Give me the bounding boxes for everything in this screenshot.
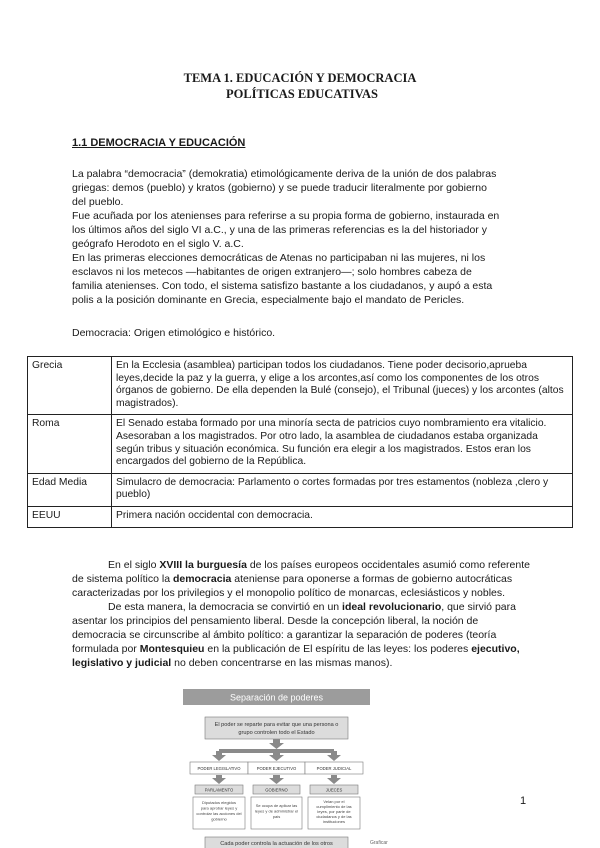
diagram-svg xyxy=(183,689,370,848)
emphasis: democracia xyxy=(172,573,232,585)
text-run: De esta manera, la democracia se convirtió en un xyxy=(108,601,343,613)
row-label: EEUU xyxy=(28,506,112,527)
intro-line: los últimos años del siglo VI a.C., y una de las primeras referencias es la del historiador y xyxy=(72,224,487,236)
intro-line: familia atenienses. Con todo, el sistema satisfizo bastante a los ciudadanos, y aupó a esta xyxy=(72,280,493,292)
intro-line: La palabra “democracia” (demokratia) etimológicamente deriva de la unión de dos palabras xyxy=(72,168,497,180)
body-label: JUECES xyxy=(325,787,343,793)
text-run: de los países europeos occidentales asumió como referente de sistema político la xyxy=(72,559,530,585)
bottom-box-text: Cada poder controla la actuación de los otros xyxy=(220,841,333,847)
desc-line: Se ocupa de aplicar las xyxy=(255,803,298,808)
intro-line: polis a la posición dominante en Grecia, especialmente bajo el mandato de Pericles. xyxy=(72,294,465,306)
intro-line: Fue acuñada por los atenienses para referirse a su propia forma de gobierno, instaurada en xyxy=(72,210,500,222)
body-label: GOBIERNO xyxy=(265,787,288,793)
intro-line: griegas: demos (pueblo) y kratos (gobierno) y se puede traducir literalmente por gobierno xyxy=(72,182,487,194)
power-label: PODER LEGISLATIVO xyxy=(197,766,241,771)
emphasis: XVIII la burguesía xyxy=(159,559,247,571)
text-run: , que sirvió para asentar los principios del pensamiento liberal. Desde la concepción liberal, la noción de democracia se circunscribe al ámbito político: a garantizar la separación de poderes (teoría formulada por xyxy=(72,601,516,655)
row-text: Simulacro de democracia: Parlamento o cortes formadas por tres estamentos (nobleza ,clero y pueblo) xyxy=(112,473,573,506)
title-line-2: POLÍTICAS EDUCATIVAS xyxy=(225,87,378,101)
text-run: en la publicación de El espíritu de las leyes: los poderes xyxy=(204,643,472,655)
desc-line: leyes, por parte de xyxy=(317,809,351,814)
arrow-icon xyxy=(212,775,226,784)
arrow-icon xyxy=(327,775,341,784)
desc-line: Diputados elegidos xyxy=(201,800,237,805)
intro-line: esclavos ni los metecos —habitantes de origen extranjero—; solo hombres cabeza de xyxy=(72,266,472,278)
emphasis: ejecutivo, legislativo y judicial xyxy=(72,643,520,669)
body-paragraphs xyxy=(72,558,532,670)
table-row xyxy=(28,473,573,506)
top-box-line: grupo controlen todo el Estado xyxy=(238,730,315,736)
text-run: ateniense para oponerse a formas de gobierno autocráticas caracterizadas por los privilegios y el monopolio político de monarcas, eclesiásticos y nobles. xyxy=(72,573,513,599)
paragraph-ideal xyxy=(72,600,532,670)
diagram-title: Separación de poderes xyxy=(229,692,324,703)
desc-line: controlar las acciones del xyxy=(196,811,242,816)
emphasis: ideal revolucionario xyxy=(342,601,442,613)
table-caption: Democracia: Origen etimológico e histórico. xyxy=(72,327,276,339)
row-text: Primera nación occidental con democracia. xyxy=(112,506,573,527)
paragraph-burguesia xyxy=(72,558,532,600)
arrow-icon xyxy=(269,775,284,784)
power-label: PODER EJECUTIVO xyxy=(256,766,297,771)
desc-line: ciudadanos y de las xyxy=(316,814,352,819)
desc-line: país xyxy=(272,814,281,819)
row-text: El Senado estaba formado por una minoría secta de patricios cuyo nombramiento era vitalicio. Asesoraban a los magistrados. Por otro lado, la asamblea de ciudadanos estaba organizada según tribus y situación económica. Su función era elegir a los magistrados. Estos eran los encargados del gobierno de la República. xyxy=(112,415,573,473)
separation-of-powers-diagram xyxy=(183,689,370,848)
body-label: PARLAMENTO xyxy=(204,787,234,793)
desc-line: leyes y de administrar el xyxy=(254,808,299,814)
row-label: Grecia xyxy=(28,357,112,415)
section-heading: 1.1 DEMOCRACIA Y EDUCACIÓN xyxy=(72,137,246,149)
desc-line: instituciones xyxy=(322,819,346,824)
power-label: PODER JUDICIAL xyxy=(316,766,352,771)
title-line-1: TEMA 1. EDUCACIÓN Y DEMOCRACIA xyxy=(183,71,417,85)
top-box-line: El poder se reparte para evitar que una persona o xyxy=(214,722,339,728)
document-title xyxy=(0,70,600,102)
text-run: no deben concentrarse en las mismas manos). xyxy=(171,657,393,669)
table-row xyxy=(28,506,573,527)
arrow-icon xyxy=(269,739,284,749)
intro-line: En las primeras elecciones democráticas de Atenas no participaban ni las mujeres, ni los xyxy=(72,252,486,264)
emphasis: Montesquieu xyxy=(139,643,205,655)
row-text: En la Ecclesia (asamblea) participan todos los ciudadanos. Tiene poder decisorio,aprueba leyes,decide la paz y la guerra, y elige a los arcontes,así como los componentes de los otros órganos de gobierno. De ella dependen la Bulé (consejo), el Tribunal (jueces) y los arcontes (altos magistrados). xyxy=(112,357,573,415)
intro-paragraph xyxy=(72,167,532,307)
row-label: Roma xyxy=(28,415,112,473)
desc-line: cumplimiento de las xyxy=(316,804,352,809)
desc-line: para aprobar leyes y xyxy=(200,805,238,811)
intro-line: del pueblo. xyxy=(72,196,124,208)
history-table xyxy=(27,356,573,528)
row-label: Edad Media xyxy=(28,473,112,506)
desc-line: Velan por el xyxy=(323,799,345,804)
desc-line: gobierno xyxy=(211,816,227,822)
text-run: En el siglo xyxy=(108,559,160,571)
table-row xyxy=(28,415,573,473)
footer-mark: Graficar xyxy=(370,840,388,846)
intro-line: geógrafo Herodoto en el siglo V. a.C. xyxy=(72,238,244,250)
table-row xyxy=(28,357,573,415)
page-number: 1 xyxy=(520,795,527,807)
